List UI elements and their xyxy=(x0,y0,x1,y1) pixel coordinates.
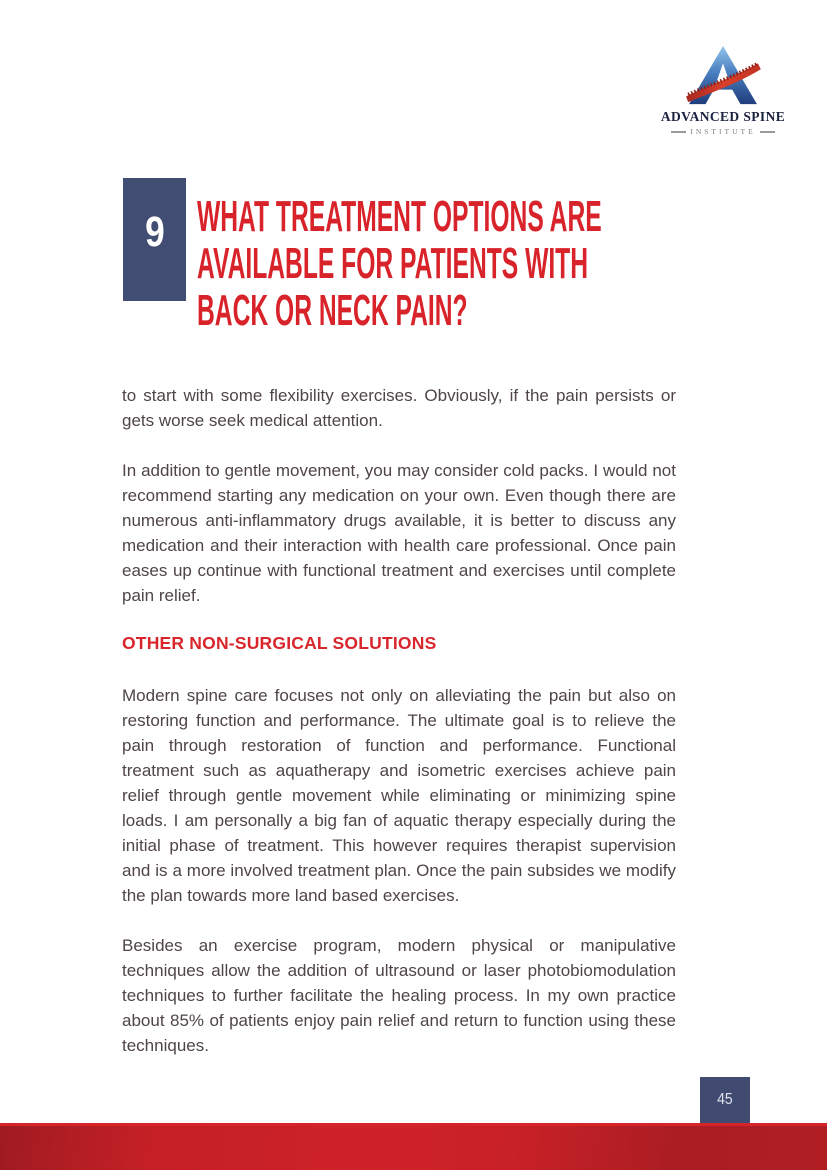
section-subheading: OTHER NON-SURGICAL SOLUTIONS xyxy=(122,633,437,653)
paragraph: In addition to gentle movement, you may consider cold packs. I would not recommend starting any medication on your own. Even though there are numerous anti-inflammatory drugs available, it is better to discuss any medication and their interaction with health care professional. Once pain eases up continue with functional treatment and exercises until complete pain relief. xyxy=(122,461,676,605)
spine-a-icon xyxy=(676,44,770,108)
paragraph: to start with some flexibility exercises. Obviously, if the pain persists or gets worse seek medical attention. xyxy=(122,386,676,430)
chapter-title-line: WHAT TREATMENT OPTIONS ARE xyxy=(197,192,602,241)
chapter-title xyxy=(197,193,827,334)
chapter-number: 9 xyxy=(144,208,165,256)
logo-rule-right xyxy=(760,131,775,133)
logo-rule-left xyxy=(671,131,686,133)
page-number: 45 xyxy=(717,1091,733,1108)
chapter-title-line: AVAILABLE FOR PATIENTS WITH xyxy=(197,239,589,288)
chapter-number-box xyxy=(123,178,186,301)
page-content xyxy=(122,383,676,1083)
page-number-box xyxy=(700,1077,750,1123)
logo-name: ADVANCED SPINE xyxy=(660,109,786,124)
footer-bar xyxy=(0,1123,827,1170)
logo-subtitle xyxy=(671,127,775,136)
paragraph: Modern spine care focuses not only on alleviating the pain but also on restoring function and performance. The ultimate goal is to relieve the pain through restoration of function and performance. Functional treatment such as aquatherapy and isometric exercises achieve pain relief through gentle movement while eliminating or minimizing spine loads. I am personally a big fan of aquatic therapy especially during the initial phase of treatment. This however requires therapist supervision and is a more involved treatment plan. Once the pain subsides we modify the plan towards more land based exercises. xyxy=(122,686,676,905)
advanced-spine-logo xyxy=(657,44,789,136)
paragraph: Besides an exercise program, modern physical or manipulative techniques allow the addition of ultrasound or laser photobiomodulation techniques to further facilitate the healing process. In my own practice about 85% of patients enjoy pain relief and return to function using these techniques. xyxy=(122,936,676,1055)
logo-subname: INSTITUTE xyxy=(690,127,756,136)
chapter-title-line: BACK OR NECK PAIN? xyxy=(197,286,468,335)
